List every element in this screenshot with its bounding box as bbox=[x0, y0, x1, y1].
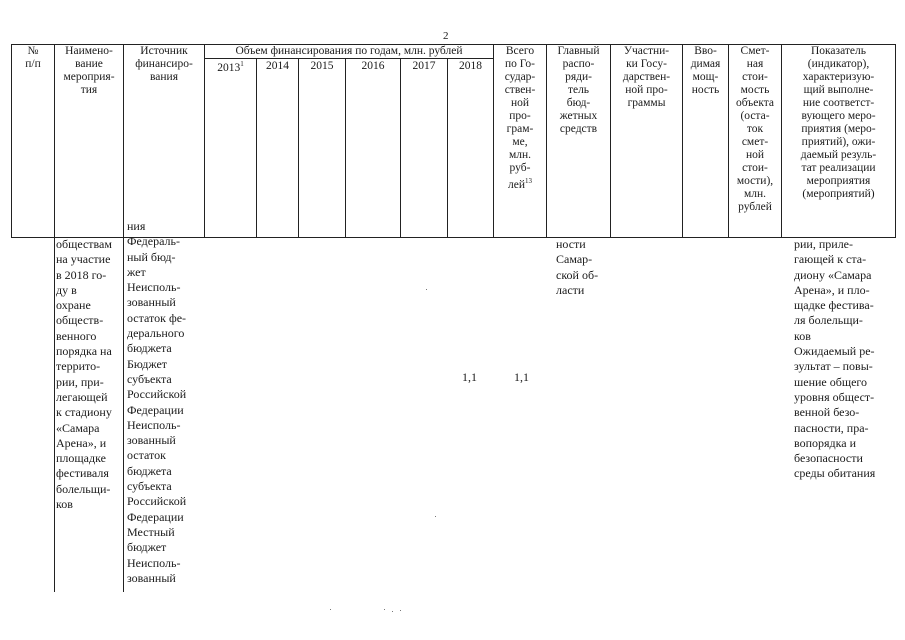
col-border bbox=[123, 44, 124, 592]
header-num: № п/п bbox=[25, 45, 41, 70]
scan-speck bbox=[426, 289, 427, 290]
col-border bbox=[54, 44, 55, 592]
scan-speck bbox=[392, 611, 393, 612]
year-col-border bbox=[447, 58, 448, 237]
header-estimate: Смет- ная стои- мость объекта (оста- ток смет- ной стои- мости), млн. рублей bbox=[735, 45, 775, 213]
scan-speck bbox=[435, 516, 436, 517]
year-col-border bbox=[345, 58, 346, 237]
header-indicator: Показатель (индикатор), характеризую- щий выполне- ние соответст- вующего меро- приятия (меро- приятий), ожи- даемый резуль- тат реализации мероприятия (мероприятий) bbox=[800, 45, 877, 200]
year-col-border bbox=[298, 58, 299, 237]
header-funding-group: Объем финансирования по годам, млн. рублей bbox=[235, 45, 463, 57]
header-capacity: Вво- димая мощ- ность bbox=[690, 45, 721, 96]
row-name: обществам на участие в 2018 го- ду в охране обществ- венного порядка на террито- рии, при- легающей к стадиону «Самара Арена», и площадке фестиваля болельщи- ков bbox=[56, 237, 112, 512]
header-year-2014: 2014 bbox=[266, 60, 289, 72]
header-year-2017: 2017 bbox=[412, 60, 436, 72]
year-subheader-border bbox=[204, 58, 493, 59]
page-number: 2 bbox=[443, 30, 449, 42]
scan-speck bbox=[330, 609, 331, 610]
header-name: Наимено- вание мероприя- тия bbox=[63, 45, 115, 96]
scan-speck bbox=[384, 609, 385, 610]
row-manager: ности Самар- ской об- ласти bbox=[556, 237, 599, 297]
header-year-2018: 2018 bbox=[459, 60, 482, 72]
row-source: ния Федераль- ный бюд- жет Неисполь- зованный остаток фе- дерального бюджета Бюджет субъекта Российской Федерации Неисполь- зованный остаток бюджета субъекта Российской Федерации Местный бюджет Неисполь- зованный bbox=[127, 219, 187, 585]
year-col-border bbox=[400, 58, 401, 237]
scan-speck bbox=[400, 610, 401, 611]
header-year-2015: 2015 bbox=[310, 60, 334, 72]
header-year-2016: 2016 bbox=[361, 60, 385, 72]
year-col-border bbox=[256, 58, 257, 237]
row-value-2018: 1,1 bbox=[462, 370, 477, 384]
header-manager: Главный распо- ряди- тель бюд- жетных средств bbox=[557, 45, 600, 135]
header-year-2013: 2013$^1$ bbox=[217, 60, 244, 74]
row-indicator: рии, приле- гающей к ста- диону «Самара Арена», и пло- щадке фестива- ля болельщи- ков Ожидаемый ре- зультат – повы- шение общего уровня общест- венной безо- пасности, пра- вопорядка и безопасности среды обитания bbox=[794, 237, 876, 481]
col-border bbox=[895, 44, 896, 237]
header-source: Источник финансиро- вания bbox=[135, 45, 193, 83]
header-participants: Участни- ки Госу- дарствен- ной про- граммы bbox=[622, 45, 671, 109]
col-border bbox=[11, 44, 12, 237]
row-value-total: 1,1 bbox=[514, 370, 529, 384]
header-total: Всего по Го- судар- ствен- ной про- грам- ме, млн. руб- лей$^{13}$ bbox=[504, 45, 536, 191]
